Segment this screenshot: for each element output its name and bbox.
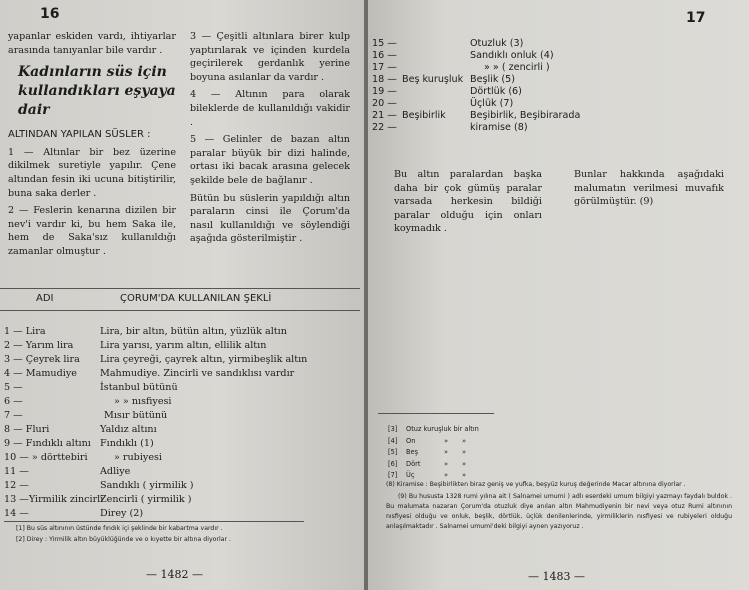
table-top-rule: [0, 288, 360, 289]
paragraph: 3 — Çeşitli altınlara birer kulp yaptırılarak ve içinden kurdela geçirilerek gerdanlık yerine boyuna asılanlar da vardır .: [190, 31, 350, 83]
left-column-2: [190, 30, 350, 250]
footnote: (8) Kiramise : Beşibirlikten biraz geniş ve yufka, beşyüz kuruş değerinde Macar altınına diyorlar .: [386, 481, 686, 488]
page-number-right: 17: [686, 10, 706, 26]
table-row: 16 — Sandıklı onluk (4): [372, 50, 554, 61]
table-row: 9 — Fındıklı altını Fındıklı (1): [4, 438, 154, 449]
table-row: 17 — » » ( zencirli ): [372, 62, 550, 73]
paragraph: 1 — Altınlar bir bez üzerine dikilmek suretiyle yapılır. Çene altından fesin iki ucuna bitiştirilir, buna saka derler .: [8, 146, 176, 199]
table-header-usage: ÇORUM'DA KULLANILAN ŞEKLİ: [120, 293, 272, 304]
table-row: 14 — Direy (2): [4, 508, 144, 519]
table-row: 8 — Fluri Yaldız altını: [4, 424, 157, 435]
right-page: 17 15 — Otuzluk (3) 16 — Sandıklı onluk (4) 17 — » » ( zencirli ) 18 — Beş kuruşluk Beşlik (5) 19 — Dörtlük (6) 20 — Üçlük (7) 21 — Beşibirlik Beşibirlik, Beşibirarada 22 — kiramise (8) Bu altın paralardan başka daha bir çok gümüş paralar varsada herkesin bildiği paralar olduğu için onları koymadık . Bunlar hakkında aşağıdaki malumatın verilmesi muvafık görülmüştür. (9) [3] Otuz kuruşluk bir altın [4] On » » [5] Beş » » [6] Dört » » [7] Üç » » (8) Kiramise : Beşibirlikten biraz geniş ve yufka, beşyüz kuruş değerinde Macar altınına diyorlar . (9) Bu hususta 1328 rumi yılına ait ( Salnamei umumi ) adlı eserdeki umum bilgiyi yazmayı faydalı buldok . Bu malumata nazaran Çorum'da otuzluk diye anılan altın Mahmudiyenin bir nevi veya otuz Rumi altınının nısfiyesi olduğu ve onluk, beşlik, dörtlük, üçlük denilenlerinde, yirmiliklerin nısfiyesi ve rubiyeleri olduğu anlaşılmaktadır . Salnamei umumi'deki bilgiyi aynen yazıyoruz . — 1483 —: [368, 0, 749, 590]
coin-table-continued: [372, 38, 632, 134]
footnote: [1] Bu süs altınının üstünde fındık içi şeklinde bir kabartma vardır .: [16, 525, 223, 532]
right-column-1: [394, 168, 542, 240]
footnote: (9) Bu hususta 1328 rumi yılına ait ( Salnamei umumi ) adlı eserdeki umum bilgiyi yazmayı faydalı buldok . Bu malumata nazaran Çorum'da otuzluk diye anılan altın Mahmudiyenin bir nevi veya otuz Rumi altınının nısfiyesi olduğu ve onluk, beşlik, dörtlük, üçlük denilenlerinde, yirmiliklerin nısfiyesi ve rubiyeleri olduğu anlaşılmaktadır . Salnamei umumi'deki bilgiyi aynen yazıyoruz .: [386, 493, 732, 530]
table-row: 7 — Mısır bütünü: [4, 410, 168, 421]
section-subheading: ALTINDAN YAPILAN SÜSLER :: [8, 129, 151, 141]
table-row: 12 — Sandıklı ( yirmilik ): [4, 480, 194, 491]
paragraph: 5 — Gelinler de bazan altın paralar büyük bir dizi halinde, ortası iki bacak arasına gelecek şekilde bele de bağlanır .: [190, 134, 350, 186]
table-row: 1 — Lira Lira, bir altın, bütün altın, yüzlük altın: [4, 326, 287, 337]
left-column-1: [8, 30, 176, 263]
table-row: 20 — Üçlük (7): [372, 98, 514, 109]
section-heading: Kadınların süs için kullandıkları eşyaya dair: [18, 64, 176, 119]
table-row: 18 — Beş kuruşluk Beşlik (5): [372, 74, 516, 85]
bottom-page-number-left: — 1482 —: [146, 568, 203, 581]
table-row: 21 — Beşibirlik Beşibirlik, Beşibirarada: [372, 110, 581, 121]
table-row: 3 — Çeyrek lira Lira çeyreği, çayrek altın, yirmibeşlik altın: [4, 354, 308, 365]
table-row: 11 — Adliye: [4, 466, 131, 477]
paragraph: Bunlar hakkında aşağıdaki malumatın verilmesi muvafık görülmüştür. (9): [574, 169, 724, 208]
table-row: 13 —Yirmilik zincirli Zencirli ( yirmilik ): [4, 494, 192, 505]
table-header-rule: [0, 310, 360, 311]
table-row: 2 — Yarım lira Lira yarısı, yarım altın, ellilik altın: [4, 340, 267, 351]
table-row: 6 — » » nısfiyesi: [4, 396, 172, 407]
footnote-rule: [4, 521, 304, 522]
page-number-left: 16: [40, 6, 60, 22]
footnote: [2] Direy : Yirmilik altın büyüklüğünde ve o kıyette bir altına diyorlar .: [16, 536, 231, 543]
paragraph: Bütün bu süslerin yapıldığı altın paraların cinsi ile Çorum'da nasıl kullanıldığı ve söylendiği aşağıda gösterilmiştir .: [190, 192, 350, 245]
footnotes-long: [386, 480, 732, 532]
table-row: 10 — » dörttebiri » rubiyesi: [4, 452, 162, 463]
coin-table: [4, 325, 308, 521]
table-row: 5 — İstanbul bütünü: [4, 382, 178, 393]
paragraph: 2 — Feslerin kenarına dizilen bir nev'i vardır ki, bu hem Saka ile, hem de Saka'sız kullanıldığı zamanlar olmuştur .: [8, 205, 176, 257]
bottom-page-number-right: — 1483 —: [528, 570, 585, 583]
paragraph: 4 — Altının para olarak bileklerde de kullanıldığı vakidir .: [190, 89, 350, 128]
table-row: 22 — kiramise (8): [372, 122, 528, 133]
table-row: 4 — Mamudiye Mahmudiye. Zincirli ve sandıklısı vardır: [4, 368, 295, 379]
table-row: 15 — Otuzluk (3): [372, 38, 524, 49]
right-column-2: [574, 168, 724, 213]
paragraph: yapanlar eskiden vardı, ihtiyarlar arasında tanıyanlar bile vardır .: [8, 31, 176, 56]
footnote-rule: [378, 413, 494, 414]
paragraph: Bu altın paralardan başka daha bir çok gümüş paralar varsada herkesin bildiği paralar olduğu için onları koymadık .: [394, 169, 542, 235]
left-page: [0, 0, 366, 590]
table-row: 19 — Dörtlük (6): [372, 86, 522, 97]
table-header-name: ADI: [36, 293, 54, 304]
